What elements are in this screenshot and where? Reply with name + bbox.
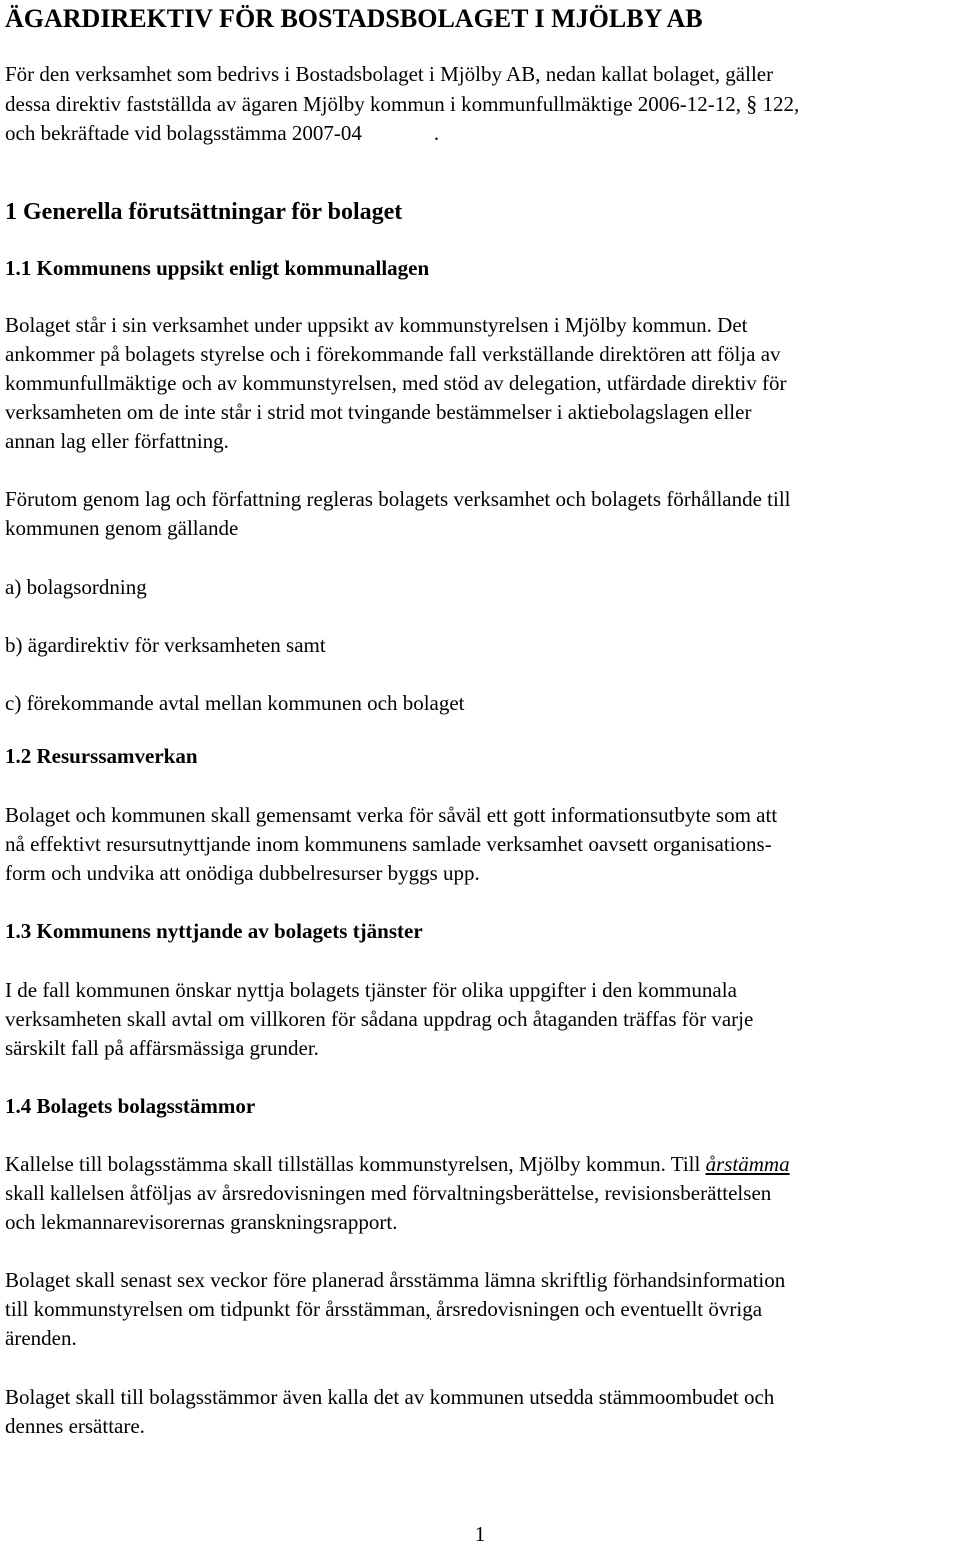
intro-line-3-text: och bekräftade vid bolagsstämma 2007-04 (5, 121, 362, 145)
text-segment: till kommunstyrelsen om tidpunkt för årsstämman (5, 1297, 426, 1321)
text-line: och lekmannarevisorernas granskningsrapport. (5, 1210, 398, 1234)
section-1-4-heading: 1.4 Bolagets bolagsstämmor (5, 1094, 256, 1118)
section-1-3-heading: 1.3 Kommunens nyttjande av bolagets tjänster (5, 919, 423, 943)
text-line: Bolaget skall senast sex veckor före planerad årsstämma lämna skriftlig förhandsinformation (5, 1268, 786, 1292)
document-title: ÄGARDIREKTIV FÖR BOSTADSBOLAGET I MJÖLBY AB (5, 4, 703, 33)
text-line: Bolaget och kommunen skall gemensamt verka för såväl ett gott informationsutbyte som att (5, 803, 778, 827)
intro-line-1: För den verksamhet som bedrivs i Bostadsbolaget i Mjölby AB, nedan kallat bolaget, gäller (5, 62, 774, 86)
text-line: Förutom genom lag och författning regleras bolagets verksamhet och bolagets förhållande till (5, 487, 791, 511)
text-line (5, 1295, 785, 1324)
text-line: kommunfullmäktige och av kommunstyrelsen, med stöd av delegation, utfärdade direktiv för (5, 371, 787, 395)
intro-line-2-number: 122, (762, 92, 800, 116)
section-1-1-paragraph-2 (5, 485, 791, 543)
intro-line-3 (5, 119, 799, 148)
text-line: annan lag eller författning. (5, 429, 229, 453)
section-1-3-paragraph (5, 976, 753, 1063)
text-line: Bolaget skall till bolagsstämmor även kalla det av kommunen utsedda stämmoombudet och (5, 1385, 775, 1409)
text-line: form och undvika att onödiga dubbelresurser byggs upp. (5, 861, 480, 885)
intro-line-2 (5, 89, 799, 119)
section-1-4-paragraph-3 (5, 1383, 774, 1441)
section-1-2-heading: 1.2 Resurssamverkan (5, 744, 198, 768)
section-1-4-paragraph-1 (5, 1150, 790, 1237)
list-item-c: c) förekommande avtal mellan kommunen och bolaget (5, 691, 465, 715)
text-line: I de fall kommunen önskar nyttja bolagets tjänster för olika uppgifter i den kommunala (5, 978, 737, 1002)
intro-line-3-period: . (433, 121, 440, 145)
intro-paragraph (5, 60, 799, 148)
text-segment: årsredovisningen och eventuellt övriga (430, 1297, 763, 1321)
page-number: 1 (474, 1522, 486, 1546)
section-1-2-paragraph (5, 801, 777, 888)
list-item-a: a) bolagsordning (5, 575, 147, 599)
underlined-comma: , (425, 1297, 431, 1321)
arsstamma-link[interactable]: årstämma (705, 1152, 790, 1176)
text-line: nå effektivt resursutnyttjande inom kommunens samlade verksamhet oavsett organisations- (5, 832, 772, 856)
text-line: skall kallelsen åtföljas av årsredovisningen med förvaltningsberättelse, revisionsberättelsen (5, 1181, 772, 1205)
text-line: särskilt fall på affärsmässiga grunder. (5, 1036, 319, 1060)
text-line: kommunen genom gällande (5, 516, 239, 540)
text-segment: Kallelse till bolagsstämma skall tillställas kommunstyrelsen, Mjölby kommun. Till (5, 1152, 701, 1176)
text-line: ankommer på bolagets styrelse och i förekommande fall verkställande direktören att följa av (5, 342, 781, 366)
section-1-1-heading: 1.1 Kommunens uppsikt enligt kommunallagen (5, 256, 430, 280)
text-line: dennes ersättare. (5, 1414, 145, 1438)
list-item-b: b) ägardirektiv för verksamheten samt (5, 633, 326, 657)
text-line: verksamheten skall avtal om villkoren för sådana uppdrag och åtaganden träffas för varje (5, 1007, 754, 1031)
section-1-4-paragraph-2 (5, 1266, 785, 1353)
text-line (5, 1150, 790, 1179)
text-line: verksamheten om de inte står i strid mot tvingande bestämmelser i aktiebolagslagen eller (5, 400, 752, 424)
section-1-heading: 1 Generella förutsättningar för bolaget (5, 199, 403, 225)
paragraph-sign: § (746, 91, 758, 116)
text-line: Bolaget står i sin verksamhet under uppsikt av kommunstyrelsen i Mjölby kommun. Det (5, 313, 748, 337)
text-line: ärenden. (5, 1326, 77, 1350)
intro-line-2-text: dessa direktiv fastställda av ägaren Mjölby kommun i kommunfullmäktige 2006-12-12, (5, 92, 742, 116)
section-1-1-paragraph-1 (5, 311, 786, 456)
